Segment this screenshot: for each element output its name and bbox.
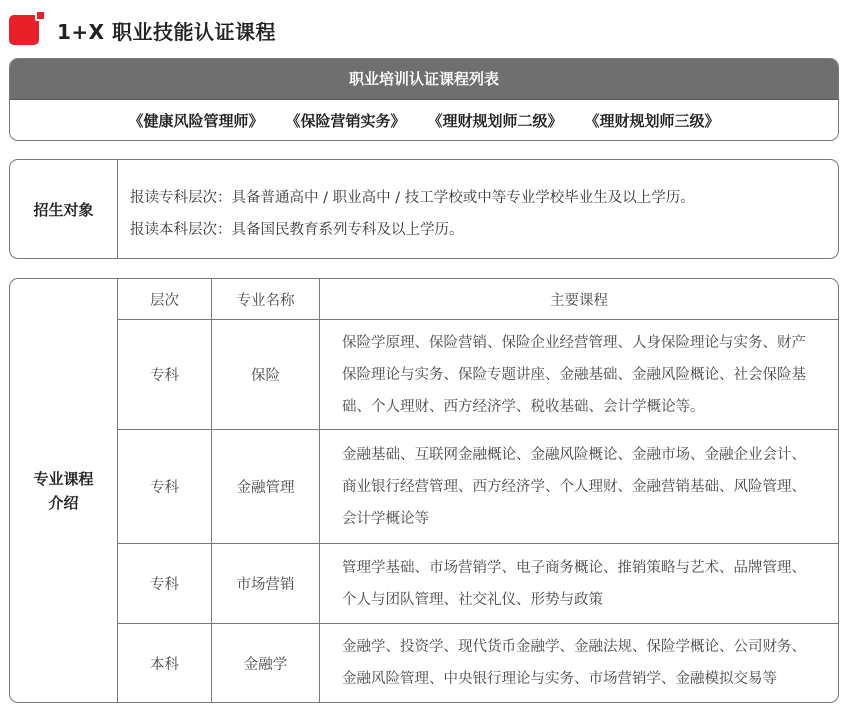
curriculum-label-line: 专业课程 xyxy=(33,469,94,488)
row-major: 金融管理 xyxy=(212,430,320,543)
curriculum-label xyxy=(10,279,118,702)
row-level: 专科 xyxy=(118,320,212,429)
enrollment-body xyxy=(118,160,838,258)
curriculum-panel xyxy=(9,278,839,703)
column-header-courses: 主要课程 xyxy=(550,292,608,309)
page-header xyxy=(9,5,839,45)
enrollment-panel xyxy=(9,159,839,259)
table-row xyxy=(118,320,838,430)
table-row xyxy=(118,430,838,544)
curriculum-table xyxy=(118,279,838,702)
row-major: 金融学 xyxy=(212,624,320,702)
row-courses: 管理学基础、市场营销学、电子商务概论、推销策略与艺术、品牌管理、个人与团队管理、社交礼仪、形势与政策 xyxy=(342,559,806,608)
row-level: 专科 xyxy=(118,430,212,543)
row-major: 市场营销 xyxy=(212,544,320,623)
table-row xyxy=(118,624,838,702)
curriculum-label-line: 介绍 xyxy=(48,493,79,512)
enrollment-line-bachelor: 报读本科层次：具备国民教育系列专科及以上学历。 xyxy=(130,222,464,238)
row-courses: 保险学原理、保险营销、保险企业经营管理、人身保险理论与实务、财产保险理论与实务、保险专题讲座、金融基础、金融风险概论、社会保险基础、个人理财、西方经济学、税收基础、会计学概论等。 xyxy=(342,334,806,415)
course-list-items xyxy=(10,100,838,140)
row-level: 本科 xyxy=(118,624,212,702)
row-courses: 金融学、投资学、现代货币金融学、金融法规、保险学概论、公司财务、金融风险管理、中央银行理论与实务、市场营销学、金融模拟交易等 xyxy=(342,639,806,687)
enrollment-line-junior-college: 报读专科层次：具备普通高中 / 职业高中 / 技工学校或中等专业学校毕业生及以上学历。 xyxy=(130,190,695,206)
row-level: 专科 xyxy=(118,544,212,623)
page-title: 1+X 职业技能认证课程 xyxy=(57,20,277,44)
course-list-item: 《理财规划师二级》 xyxy=(427,111,563,130)
enrollment-label: 招生对象 xyxy=(10,160,118,258)
table-header-row xyxy=(118,279,838,320)
row-major: 保险 xyxy=(212,320,320,429)
table-row xyxy=(118,544,838,624)
course-list-item: 《健康风险管理师》 xyxy=(128,111,264,130)
column-header-level: 层次 xyxy=(118,279,212,319)
course-list-item: 《理财规划师三级》 xyxy=(584,111,720,130)
row-courses: 金融基础、互联网金融概论、金融风险概论、金融市场、金融企业会计、商业银行经营管理、西方经济学、个人理财、金融营销基础、风险管理、会计学概论等 xyxy=(342,446,806,527)
column-header-major: 专业名称 xyxy=(212,279,320,319)
course-list-heading: 职业培训认证课程列表 xyxy=(10,59,838,100)
brand-logo-icon xyxy=(9,10,45,46)
course-list-panel xyxy=(9,58,839,141)
course-list-item: 《保险营销实务》 xyxy=(285,111,406,130)
